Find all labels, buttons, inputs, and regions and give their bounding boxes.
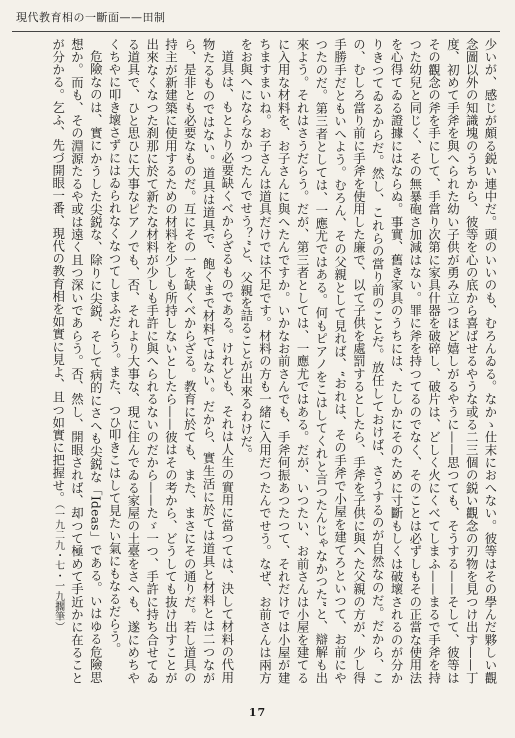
header-rule — [12, 31, 500, 32]
date-note: （一九二九・七・一九擱筆） — [52, 504, 64, 632]
paragraph-2: 道具は、もとより必要缺くべからざるものである。けれども、それは人生の實用に當つては、決して材料の代用物たるものではない。道具は道具で、飽くまで材料ではない。だから、實生活に於ては道具と材料とは二つながら、是非とも必要なものだ。互にその一を缺くべからざる。教育に於ても、また、まさにその通りだ。若し道具の持主が新建築に使用するための材料を少しも所持しないとしたら——彼はその考から、どうしても抜け出すことが出來なくなつた刹那に於て新たな材料が少しも手許に與へられるないのだから——たゞ一つ、手許に持ち合せてゐる道具で、ひと思ひに大事なピアノでも、否、それより大事な、現に住んでゐる家屋の土臺をさへも、遂にめちやくちやに叩き壞さずにはゐられなくなつてしまふだらう。また、つひ叩きこはして見たい氣にもなるだらう。 — [107, 38, 235, 684]
running-header: 現代教育相の一斷面——田制 — [16, 11, 166, 24]
paragraph-3 — [48, 38, 104, 684]
page-number: 17 — [248, 706, 267, 719]
paragraph-3-text: 危險なのは、實にかうした尖鋭な、除りに尖鋭、そして病的にさへも尖鋭な「Ideas」である。いはゆる危險思想か。而も、その淵源たるや或は遠く且つ深いであらう。否、然し、開眼されば、却つて極めて手近かに在ることが分かる。乞ふ、先づ開眼一番、現代の教育相を如實に見よ、且つ如實に把握せ。 — [50, 38, 104, 684]
body-text — [15, 38, 499, 684]
paragraph-1: 少いが、感じが頗る鋭い連中だ。頭のいいのも、むろんゐる。なかゝ仕末におへない。彼等はその學んだ夥しい觀念圖以外の知識塊のうちから、彼等を心の底から喜ばせるやうな或る二三個の鋭い觀念の刃物を見つけ出す——丁度、初めて手斧を與へられた幼い子供が勇み立つほど嬉しがるやうに——思つても、そうする——そして、彼等はその觀念の斧を手にして、手當り次第に家具什器を破碎し、破片は、どしく火にくべてしまふ——まるで手斧を持つた幼兒と同じく、その無暴砲さ加減はない。罪に斧を持つてるのでなく、そのことは必ずしもその正當な使用法を心得てゐる證據にはならぬ。事實、舊き家具のうちには、たしかにそのために寸斷もしくは破壞されるのが分かりきつてゐるからだ。然し、これらの當り前のことだ。放任しておけば、さうするのが自然なのだ。だから、この、むしろ當り前に手斧を使用した廉で、以て子供を處罰するとしたら、手斧を子供に與へた父親の方が、少し得手勝手だともいへよう。むろん、その父親として見れば、“おれは、その手斧で小屋を建てろといつて、お前にやつたのだ。第三者としては、一應尤ではある。何もピアノをこはしてくれと言つたんじゃなかつた”と、辯解も出來よう。それはさうだらう。だが、第三者としては、一應尤ではある。だが、いつたい、お前さんは小屋を建てるに入用な材料を、お子さんに與へたんですか。いかなお前さんでも、手斧何振あつたつて、それだけでは小屋が建ちますまいね。お子さんは道具だけでは不足です。材料の方も一緒に入用だつたんでせう。なぜ、お前さんは兩方をお與へにならなかつたんでせう？”と、父親を詰ることが出來るわけだ。 — [238, 38, 498, 684]
